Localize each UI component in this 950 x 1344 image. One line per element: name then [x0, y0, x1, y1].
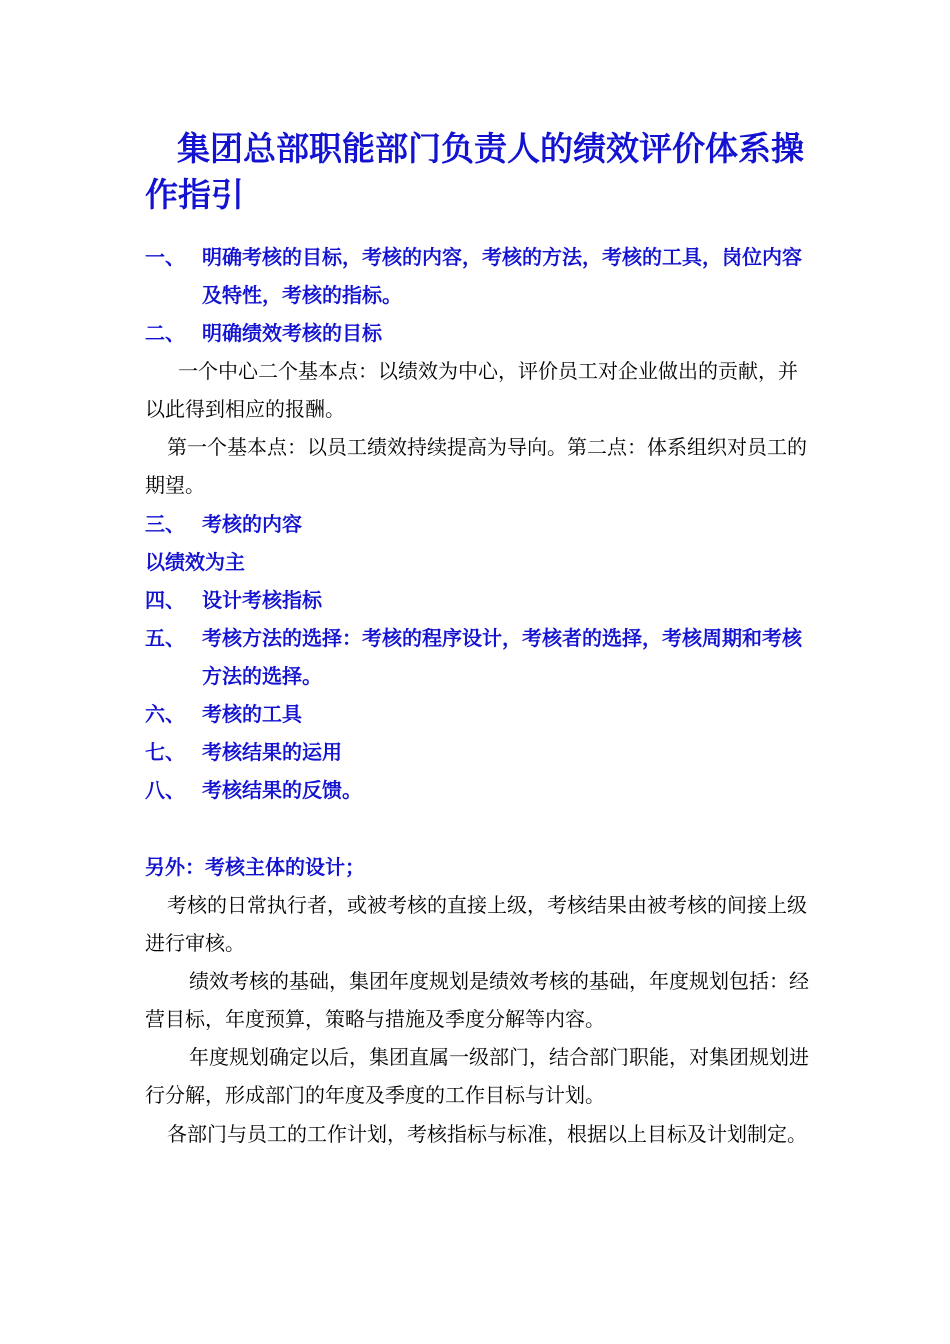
- list-item-number: 二、: [145, 321, 185, 345]
- list-item-text: 明确考核的目标，考核的内容，考核的方法，考核的工具，岗位内容及特性，考核的指标。: [202, 245, 802, 307]
- list-item-2: [145, 314, 810, 352]
- list-item-5: [145, 619, 810, 695]
- list-item-number: 八、: [145, 778, 185, 802]
- list-item-text: 考核结果的运用: [202, 740, 342, 764]
- section-note: 以绩效为主: [145, 550, 245, 574]
- body-paragraph: 考核的日常执行者，或被考核的直接上级，考核结果由被考核的间接上级进行审核。: [145, 893, 807, 955]
- list-item-number: 三、: [145, 512, 185, 536]
- body-paragraph: 年度规划确定以后，集团直属一级部门，结合部门职能，对集团规划进行分解，形成部门的年度及季度的工作目标与计划。: [145, 1045, 809, 1107]
- list-item-3: [145, 505, 810, 543]
- list-item-4: [145, 581, 810, 619]
- document-title: 集团总部职能部门负责人的绩效评价体系操作指引: [145, 129, 804, 214]
- list-item-text: 考核方法的选择：考核的程序设计，考核者的选择，考核周期和考核方法的选择。: [202, 626, 802, 688]
- body-paragraph: 一个中心二个基本点：以绩效为中心，评价员工对企业做出的贡献，并以此得到相应的报酬。: [145, 359, 798, 421]
- list-item-number: 七、: [145, 740, 185, 764]
- list-item-text: 设计考核指标: [202, 588, 322, 612]
- list-item-text: 明确绩效考核的目标: [202, 321, 382, 345]
- list-item-7: [145, 733, 810, 771]
- list-item-8: [145, 771, 810, 809]
- list-item-number: 一、: [145, 245, 185, 269]
- list-item-number: 四、: [145, 588, 185, 612]
- list-item-text: 考核的工具: [202, 702, 302, 726]
- body-paragraph: 各部门与员工的工作计划，考核指标与标准，根据以上目标及计划制定。: [167, 1122, 807, 1146]
- list-item-1: [145, 238, 810, 314]
- body-paragraph: 绩效考核的基础，集团年度规划是绩效考核的基础，年度规划包括：经营目标，年度预算，策略与措施及季度分解等内容。: [145, 969, 809, 1031]
- list-item-text: 考核的内容: [202, 512, 302, 536]
- list-item-number: 五、: [145, 626, 185, 650]
- extra-heading: 另外：考核主体的设计；: [145, 855, 365, 879]
- list-item-text: 考核结果的反馈。: [202, 778, 362, 802]
- body-paragraph: 第一个基本点：以员工绩效持续提高为导向。第二点：体系组织对员工的期望。: [145, 435, 807, 497]
- list-item-6: [145, 695, 810, 733]
- list-item-number: 六、: [145, 702, 185, 726]
